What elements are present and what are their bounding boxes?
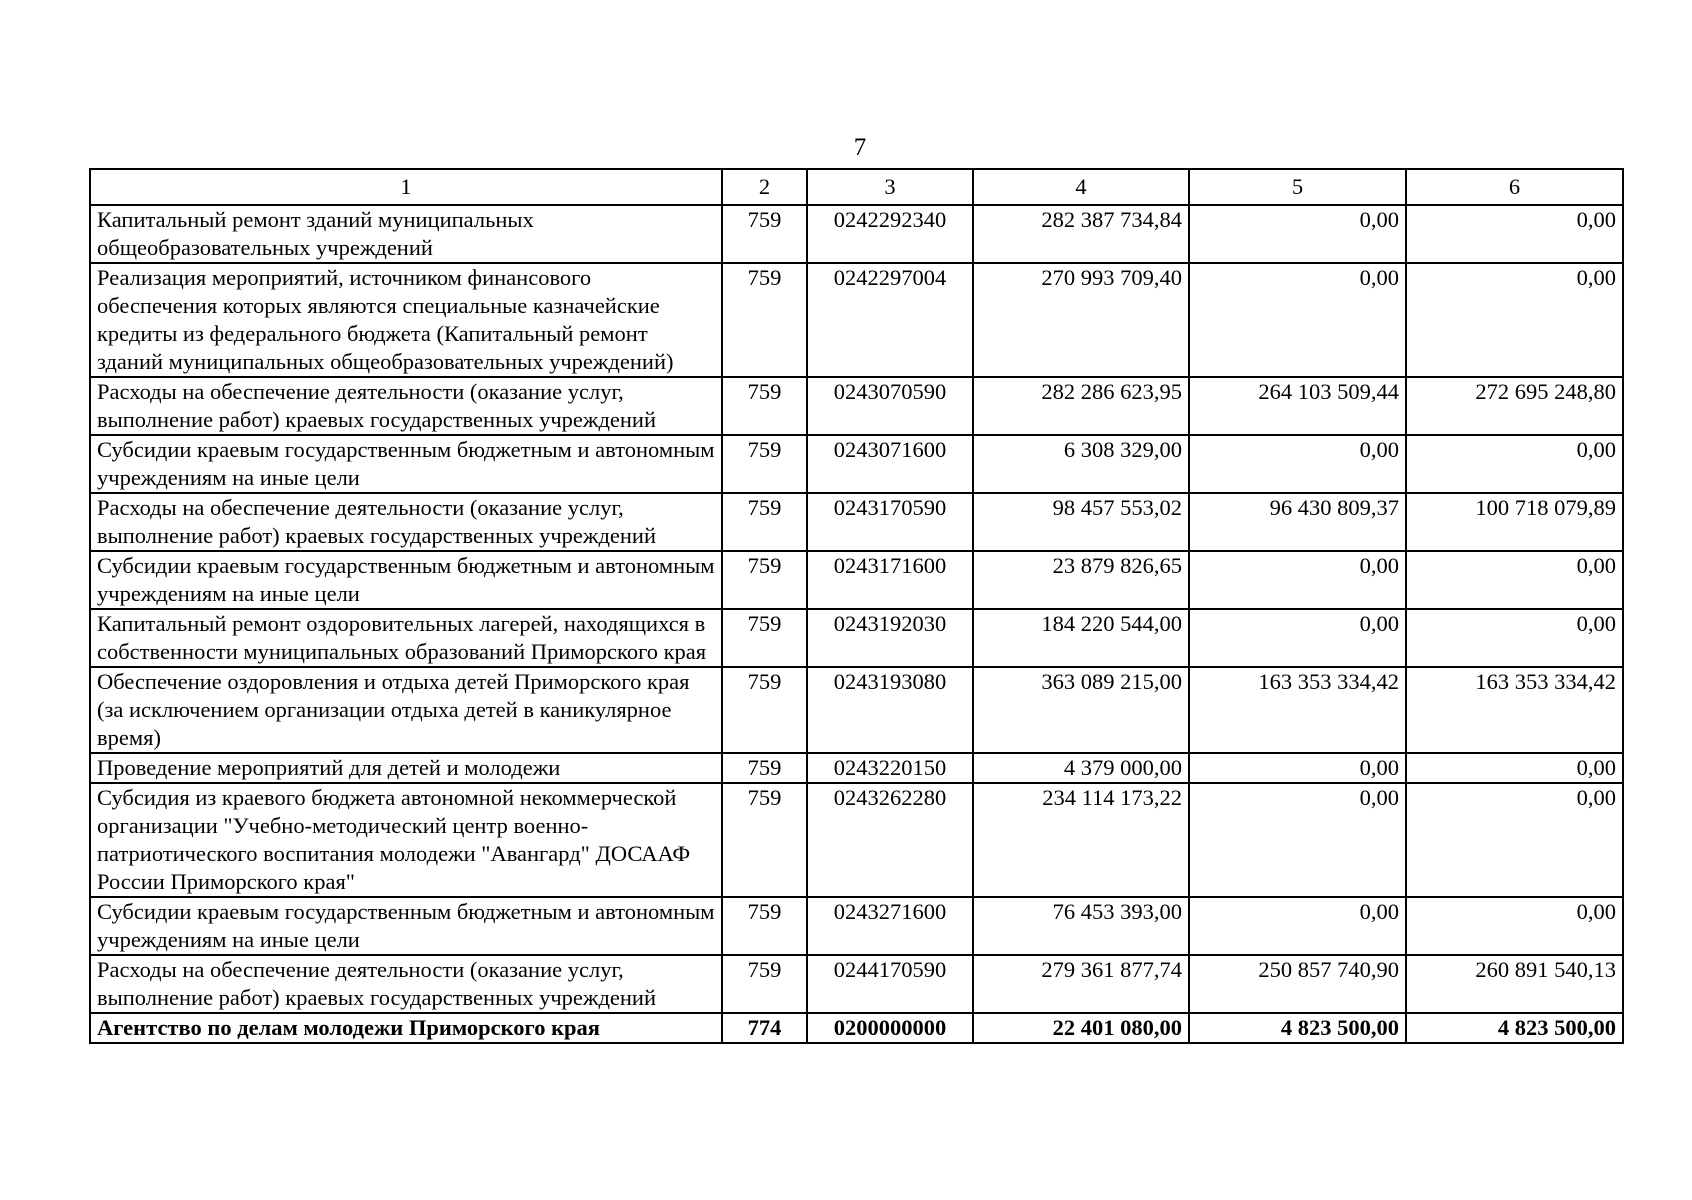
row-amount-4: 282 387 734,84 xyxy=(973,205,1189,263)
row-name: Капитальный ремонт оздоровительных лагерей, находящихся в собственности муниципальных образований Приморского края xyxy=(90,609,722,667)
row-department-code: 759 xyxy=(722,263,807,377)
row-amount-5: 96 430 809,37 xyxy=(1189,493,1406,551)
row-amount-5: 0,00 xyxy=(1189,435,1406,493)
row-amount-6: 0,00 xyxy=(1406,435,1623,493)
row-amount-4: 4 379 000,00 xyxy=(973,753,1189,783)
row-department-code: 759 xyxy=(722,897,807,955)
table-row xyxy=(90,609,1623,667)
table-row xyxy=(90,493,1623,551)
row-name: Субсидия из краевого бюджета автономной некоммерческой организации "Учебно-методический центр военно-патриотического воспитания молодежи "Авангард" ДОСААФ России Приморского края" xyxy=(90,783,722,897)
row-name: Капитальный ремонт зданий муниципальных общеобразовательных учреждений xyxy=(90,205,722,263)
row-department-code: 759 xyxy=(722,783,807,897)
table-row xyxy=(90,753,1623,783)
row-department-code: 759 xyxy=(722,205,807,263)
table-row xyxy=(90,263,1623,377)
row-amount-6: 272 695 248,80 xyxy=(1406,377,1623,435)
table-row xyxy=(90,377,1623,435)
row-amount-5: 0,00 xyxy=(1189,897,1406,955)
row-amount-5: 250 857 740,90 xyxy=(1189,955,1406,1013)
row-department-code: 759 xyxy=(722,551,807,609)
row-name: Расходы на обеспечение деятельности (оказание услуг, выполнение работ) краевых государственных учреждений xyxy=(90,493,722,551)
row-amount-5: 0,00 xyxy=(1189,753,1406,783)
row-name: Проведение мероприятий для детей и молодежи xyxy=(90,753,722,783)
row-target-code: 0243262280 xyxy=(807,783,973,897)
total-amount-6: 4 823 500,00 xyxy=(1406,1013,1623,1043)
row-department-code: 759 xyxy=(722,435,807,493)
table-row xyxy=(90,783,1623,897)
row-name: Субсидии краевым государственным бюджетным и автономным учреждениям на иные цели xyxy=(90,897,722,955)
column-header-1: 1 xyxy=(90,169,722,205)
total-amount-4: 22 401 080,00 xyxy=(973,1013,1189,1043)
row-target-code: 0243192030 xyxy=(807,609,973,667)
row-amount-6: 0,00 xyxy=(1406,897,1623,955)
row-amount-4: 76 453 393,00 xyxy=(973,897,1189,955)
row-name: Обеспечение оздоровления и отдыха детей Приморского края (за исключением организации отдыха детей в каникулярное время) xyxy=(90,667,722,753)
row-target-code: 0242297004 xyxy=(807,263,973,377)
column-header-5: 5 xyxy=(1189,169,1406,205)
total-row xyxy=(90,1013,1623,1043)
row-amount-4: 363 089 215,00 xyxy=(973,667,1189,753)
row-amount-6: 0,00 xyxy=(1406,551,1623,609)
row-amount-6: 0,00 xyxy=(1406,263,1623,377)
table-row xyxy=(90,897,1623,955)
table-row xyxy=(90,955,1623,1013)
row-amount-6: 0,00 xyxy=(1406,753,1623,783)
row-target-code: 0242292340 xyxy=(807,205,973,263)
row-amount-5: 0,00 xyxy=(1189,205,1406,263)
row-amount-4: 6 308 329,00 xyxy=(973,435,1189,493)
row-name: Реализация мероприятий, источником финансового обеспечения которых являются специальные казначейские кредиты из федерального бюджета (Капитальный ремонт зданий муниципальных общеобразовательных учреждений) xyxy=(90,263,722,377)
row-department-code: 759 xyxy=(722,609,807,667)
row-department-code: 759 xyxy=(722,667,807,753)
row-department-code: 759 xyxy=(722,753,807,783)
row-amount-4: 184 220 544,00 xyxy=(973,609,1189,667)
row-amount-4: 282 286 623,95 xyxy=(973,377,1189,435)
page-number: 7 xyxy=(853,134,867,161)
column-header-3: 3 xyxy=(807,169,973,205)
row-amount-5: 0,00 xyxy=(1189,783,1406,897)
total-target-code: 0200000000 xyxy=(807,1013,973,1043)
row-department-code: 759 xyxy=(722,493,807,551)
row-target-code: 0243170590 xyxy=(807,493,973,551)
row-amount-4: 270 993 709,40 xyxy=(973,263,1189,377)
column-header-6: 6 xyxy=(1406,169,1623,205)
row-amount-5: 264 103 509,44 xyxy=(1189,377,1406,435)
row-name: Субсидии краевым государственным бюджетным и автономным учреждениям на иные цели xyxy=(90,435,722,493)
row-target-code: 0243220150 xyxy=(807,753,973,783)
table-row xyxy=(90,551,1623,609)
row-target-code: 0243070590 xyxy=(807,377,973,435)
row-amount-6: 0,00 xyxy=(1406,609,1623,667)
row-amount-4: 279 361 877,74 xyxy=(973,955,1189,1013)
row-amount-5: 0,00 xyxy=(1189,551,1406,609)
row-target-code: 0243071600 xyxy=(807,435,973,493)
table-row xyxy=(90,667,1623,753)
total-department-code: 774 xyxy=(722,1013,807,1043)
row-target-code: 0243193080 xyxy=(807,667,973,753)
budget-table xyxy=(89,168,1624,1044)
total-name: Агентство по делам молодежи Приморского края xyxy=(90,1013,722,1043)
row-amount-6: 0,00 xyxy=(1406,205,1623,263)
row-amount-6: 260 891 540,13 xyxy=(1406,955,1623,1013)
row-amount-4: 98 457 553,02 xyxy=(973,493,1189,551)
row-amount-6: 0,00 xyxy=(1406,783,1623,897)
row-target-code: 0243171600 xyxy=(807,551,973,609)
row-amount-4: 234 114 173,22 xyxy=(973,783,1189,897)
row-name: Субсидии краевым государственным бюджетным и автономным учреждениям на иные цели xyxy=(90,551,722,609)
row-amount-5: 163 353 334,42 xyxy=(1189,667,1406,753)
row-amount-5: 0,00 xyxy=(1189,609,1406,667)
row-amount-6: 163 353 334,42 xyxy=(1406,667,1623,753)
total-amount-5: 4 823 500,00 xyxy=(1189,1013,1406,1043)
row-name: Расходы на обеспечение деятельности (оказание услуг, выполнение работ) краевых государственных учреждений xyxy=(90,955,722,1013)
row-department-code: 759 xyxy=(722,377,807,435)
row-name: Расходы на обеспечение деятельности (оказание услуг, выполнение работ) краевых государственных учреждений xyxy=(90,377,722,435)
column-header-4: 4 xyxy=(973,169,1189,205)
row-department-code: 759 xyxy=(722,955,807,1013)
header-row xyxy=(90,169,1623,205)
row-amount-4: 23 879 826,65 xyxy=(973,551,1189,609)
row-amount-5: 0,00 xyxy=(1189,263,1406,377)
row-target-code: 0244170590 xyxy=(807,955,973,1013)
row-amount-6: 100 718 079,89 xyxy=(1406,493,1623,551)
table-row xyxy=(90,435,1623,493)
column-header-2: 2 xyxy=(722,169,807,205)
table-row xyxy=(90,205,1623,263)
row-target-code: 0243271600 xyxy=(807,897,973,955)
